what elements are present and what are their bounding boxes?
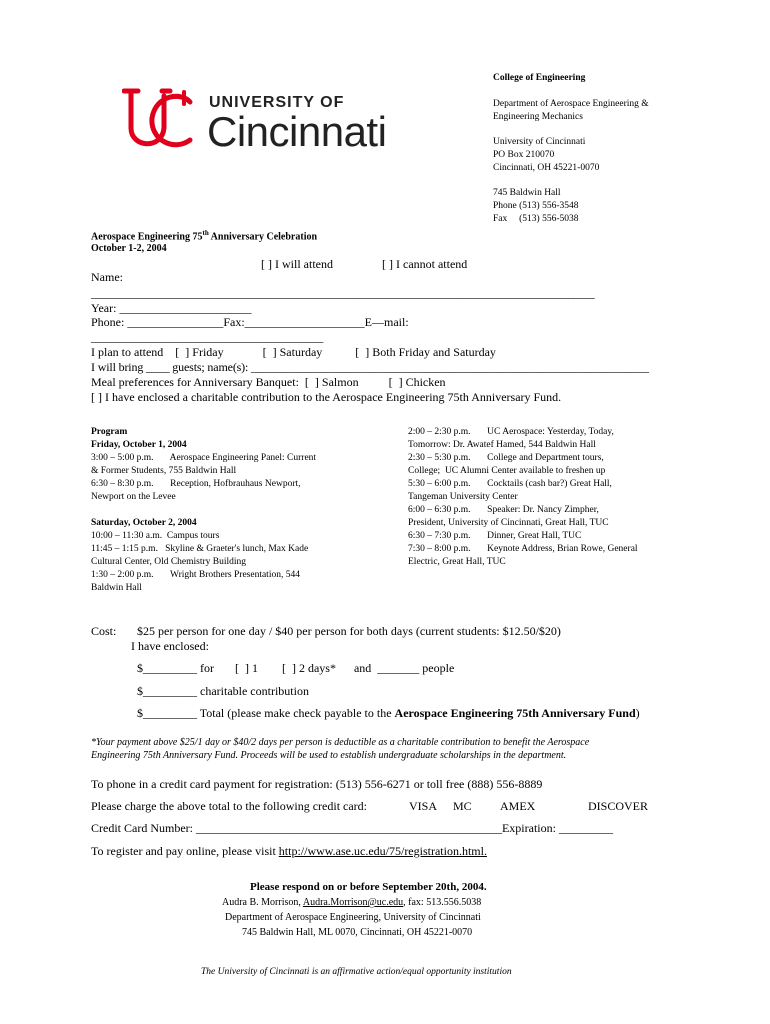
name-label: Name: <box>91 270 123 284</box>
registration-link[interactable]: http://www.ase.uc.edu/75/registration.html. <box>278 844 487 858</box>
college-name: College of Engineering <box>493 73 586 83</box>
respond-deadline: Please respond on or before September 20th, 2004. <box>250 881 487 893</box>
contact-fax: , fax: 513.556.5038 <box>403 897 482 908</box>
guests-field[interactable]: I will bring ____ guests; name(s): ____________________________________________________________________ <box>91 360 649 374</box>
meal-preference[interactable]: Meal preferences for Anniversary Banquet: [ ] Salmon [ ] Chicken <box>91 375 446 389</box>
charitable-amount-field[interactable]: $_________ charitable contribution <box>137 684 309 698</box>
enclosed-amount-field[interactable]: $_________ for [ ] 1 [ ] 2 days* and _______ people <box>137 661 455 675</box>
phone-number: Phone (513) 556-3548 <box>493 201 579 211</box>
saturday-item: 1:30 – 2:00 p.m. Wright Brothers Presentation, 544 <box>91 570 300 580</box>
saturday-item: Cultural Center, Old Chemistry Building <box>91 557 247 567</box>
program-right-item: 5:30 – 6:00 p.m. Cocktails (cash bar?) Great Hall, <box>408 479 612 489</box>
program-right-item: Tangeman University Center <box>408 492 518 502</box>
program-right-item: Electric, Great Hall, TUC <box>408 557 506 567</box>
register-online-text: To register and pay online, please visit <box>91 844 279 858</box>
respond-address: 745 Baldwin Hall, ML 0070, Cincinnati, OH 45221-0070 <box>242 927 473 938</box>
event-dates: October 1-2, 2004 <box>91 243 167 254</box>
program-left <box>91 426 381 595</box>
year-field[interactable]: Year: ______________________ <box>91 301 252 315</box>
program-right-item: Tomorrow: Dr. Awatef Hamed, 544 Baldwin Hall <box>408 440 596 450</box>
uc-logo-icon <box>122 88 194 154</box>
contact-email-link[interactable]: Audra.Morrison@uc.edu <box>302 897 404 908</box>
program-right-item: 7:30 – 8:00 p.m. Keynote Address, Brian Rowe, General <box>408 544 638 554</box>
card-visa[interactable]: VISA <box>409 799 438 813</box>
event-title-b: Anniversary Celebration <box>208 231 318 243</box>
address-line-3: Cincinnati, OH 45221-0070 <box>493 163 600 173</box>
register-online <box>91 844 487 859</box>
contribution-checkbox[interactable]: [ ] I have enclosed a charitable contribution to the Aerospace Engineering 75th Anniversary Fund. <box>91 390 562 404</box>
fax-number: Fax (513) 556-5038 <box>493 214 579 224</box>
program-right-item: College; UC Alumni Center available to freshen up <box>408 466 606 476</box>
friday-item: 6:30 – 8:30 p.m. Reception, Hofbrauhaus Newport, <box>91 479 301 489</box>
event-title-sup: th <box>202 229 209 237</box>
cost-line-1: $25 per person for one day / $40 per person for both days (current students: $12.50/$20) <box>137 624 561 638</box>
saturday-item: Baldwin Hall <box>91 583 142 593</box>
saturday-item: 11:45 – 1:15 p.m. Skyline & Graeter's lunch, Max Kade <box>91 544 309 554</box>
cost-line-2: I have enclosed: <box>131 639 209 653</box>
logo-university-of: UNIVERSITY OF <box>209 94 345 111</box>
program-right-item: President, University of Cincinnati, Great Hall, TUC <box>408 518 609 528</box>
footer-eeo: The University of Cincinnati is an affirmative action/equal opportunity institution <box>201 967 512 977</box>
program-right-item: 2:30 – 5:30 p.m. College and Department tours, <box>408 453 604 463</box>
attend-checkbox[interactable]: [ ] I will attend <box>261 257 333 271</box>
phone-payment: To phone in a credit card payment for registration: (513) 556-6271 or toll free (888) 556-8889 <box>91 777 543 791</box>
friday-item: Newport on the Levee <box>91 492 176 502</box>
friday-item: & Former Students, 755 Baldwin Hall <box>91 466 237 476</box>
total-text: $_________ Total (please make check payable to the <box>137 706 395 720</box>
dept-line-2: Engineering Mechanics <box>493 112 583 122</box>
fund-name: Aerospace Engineering 75th Anniversary Fund <box>394 706 636 720</box>
hall: 745 Baldwin Hall <box>493 188 561 198</box>
name-field[interactable]: ________________________________________________________________________________________________ <box>91 288 595 300</box>
contact-line <box>222 896 481 910</box>
saturday-heading: Saturday, October 2, 2004 <box>91 518 197 528</box>
card-amex[interactable]: AMEX <box>500 799 536 813</box>
address-line-1: University of Cincinnati <box>493 137 586 147</box>
cost-label: Cost: <box>91 624 117 638</box>
program-right <box>408 426 708 569</box>
phone-fax-email-field[interactable]: Phone: ________________Fax:____________________E—mail: <box>91 315 409 329</box>
event-title-a: Aerospace Engineering 75 <box>91 231 203 243</box>
respond-dept: Department of Aerospace Engineering, University of Cincinnati <box>225 912 481 923</box>
payment-note-1: *Your payment above $25/1 day or $40/2 days per person is deductible as a charitable contribution to benefit the Aerospace <box>91 737 590 748</box>
logo-cincinnati: Cincinnati <box>207 108 387 155</box>
friday-item: 3:00 – 5:00 p.m. Aerospace Engineering Panel: Current <box>91 453 317 463</box>
program-right-item: 6:00 – 6:30 p.m. Speaker: Dr. Nancy Zimpher, <box>408 505 599 515</box>
friday-heading: Friday, October 1, 2004 <box>91 440 187 450</box>
saturday-item: 10:00 – 11:30 a.m. Campus tours <box>91 531 220 541</box>
contact-name: Audra B. Morrison, <box>222 897 303 908</box>
address-line-2: PO Box 210070 <box>493 150 555 160</box>
program-heading: Program <box>91 427 128 437</box>
card-mc[interactable]: MC <box>453 799 472 813</box>
program-right-item: 6:30 – 7:30 p.m. Dinner, Great Hall, TUC <box>408 531 582 541</box>
card-discover[interactable]: DISCOVER <box>588 799 649 813</box>
program-right-item: 2:00 – 2:30 p.m. UC Aerospace: Yesterday, Today, <box>408 427 614 437</box>
email-line[interactable]: ________________________________________ <box>91 330 324 344</box>
plan-to-attend[interactable]: I plan to attend [ ] Friday [ ] Saturday [ ] Both Friday and Saturday <box>91 345 496 359</box>
charge-label: Please charge the above total to the following credit card: <box>91 799 368 813</box>
credit-card-field[interactable]: Credit Card Number: ___________________________________________________Expiration: _________ <box>91 821 613 835</box>
total-amount-field[interactable] <box>137 706 640 721</box>
dept-line-1: Department of Aerospace Engineering & <box>493 99 649 109</box>
payment-note-2: Engineering 75th Anniversary Fund. Proceeds will be used to establish undergraduate scholarships in the department. <box>91 750 567 761</box>
total-close: ) <box>635 706 640 720</box>
not-attend-checkbox[interactable]: [ ] I cannot attend <box>382 257 468 271</box>
